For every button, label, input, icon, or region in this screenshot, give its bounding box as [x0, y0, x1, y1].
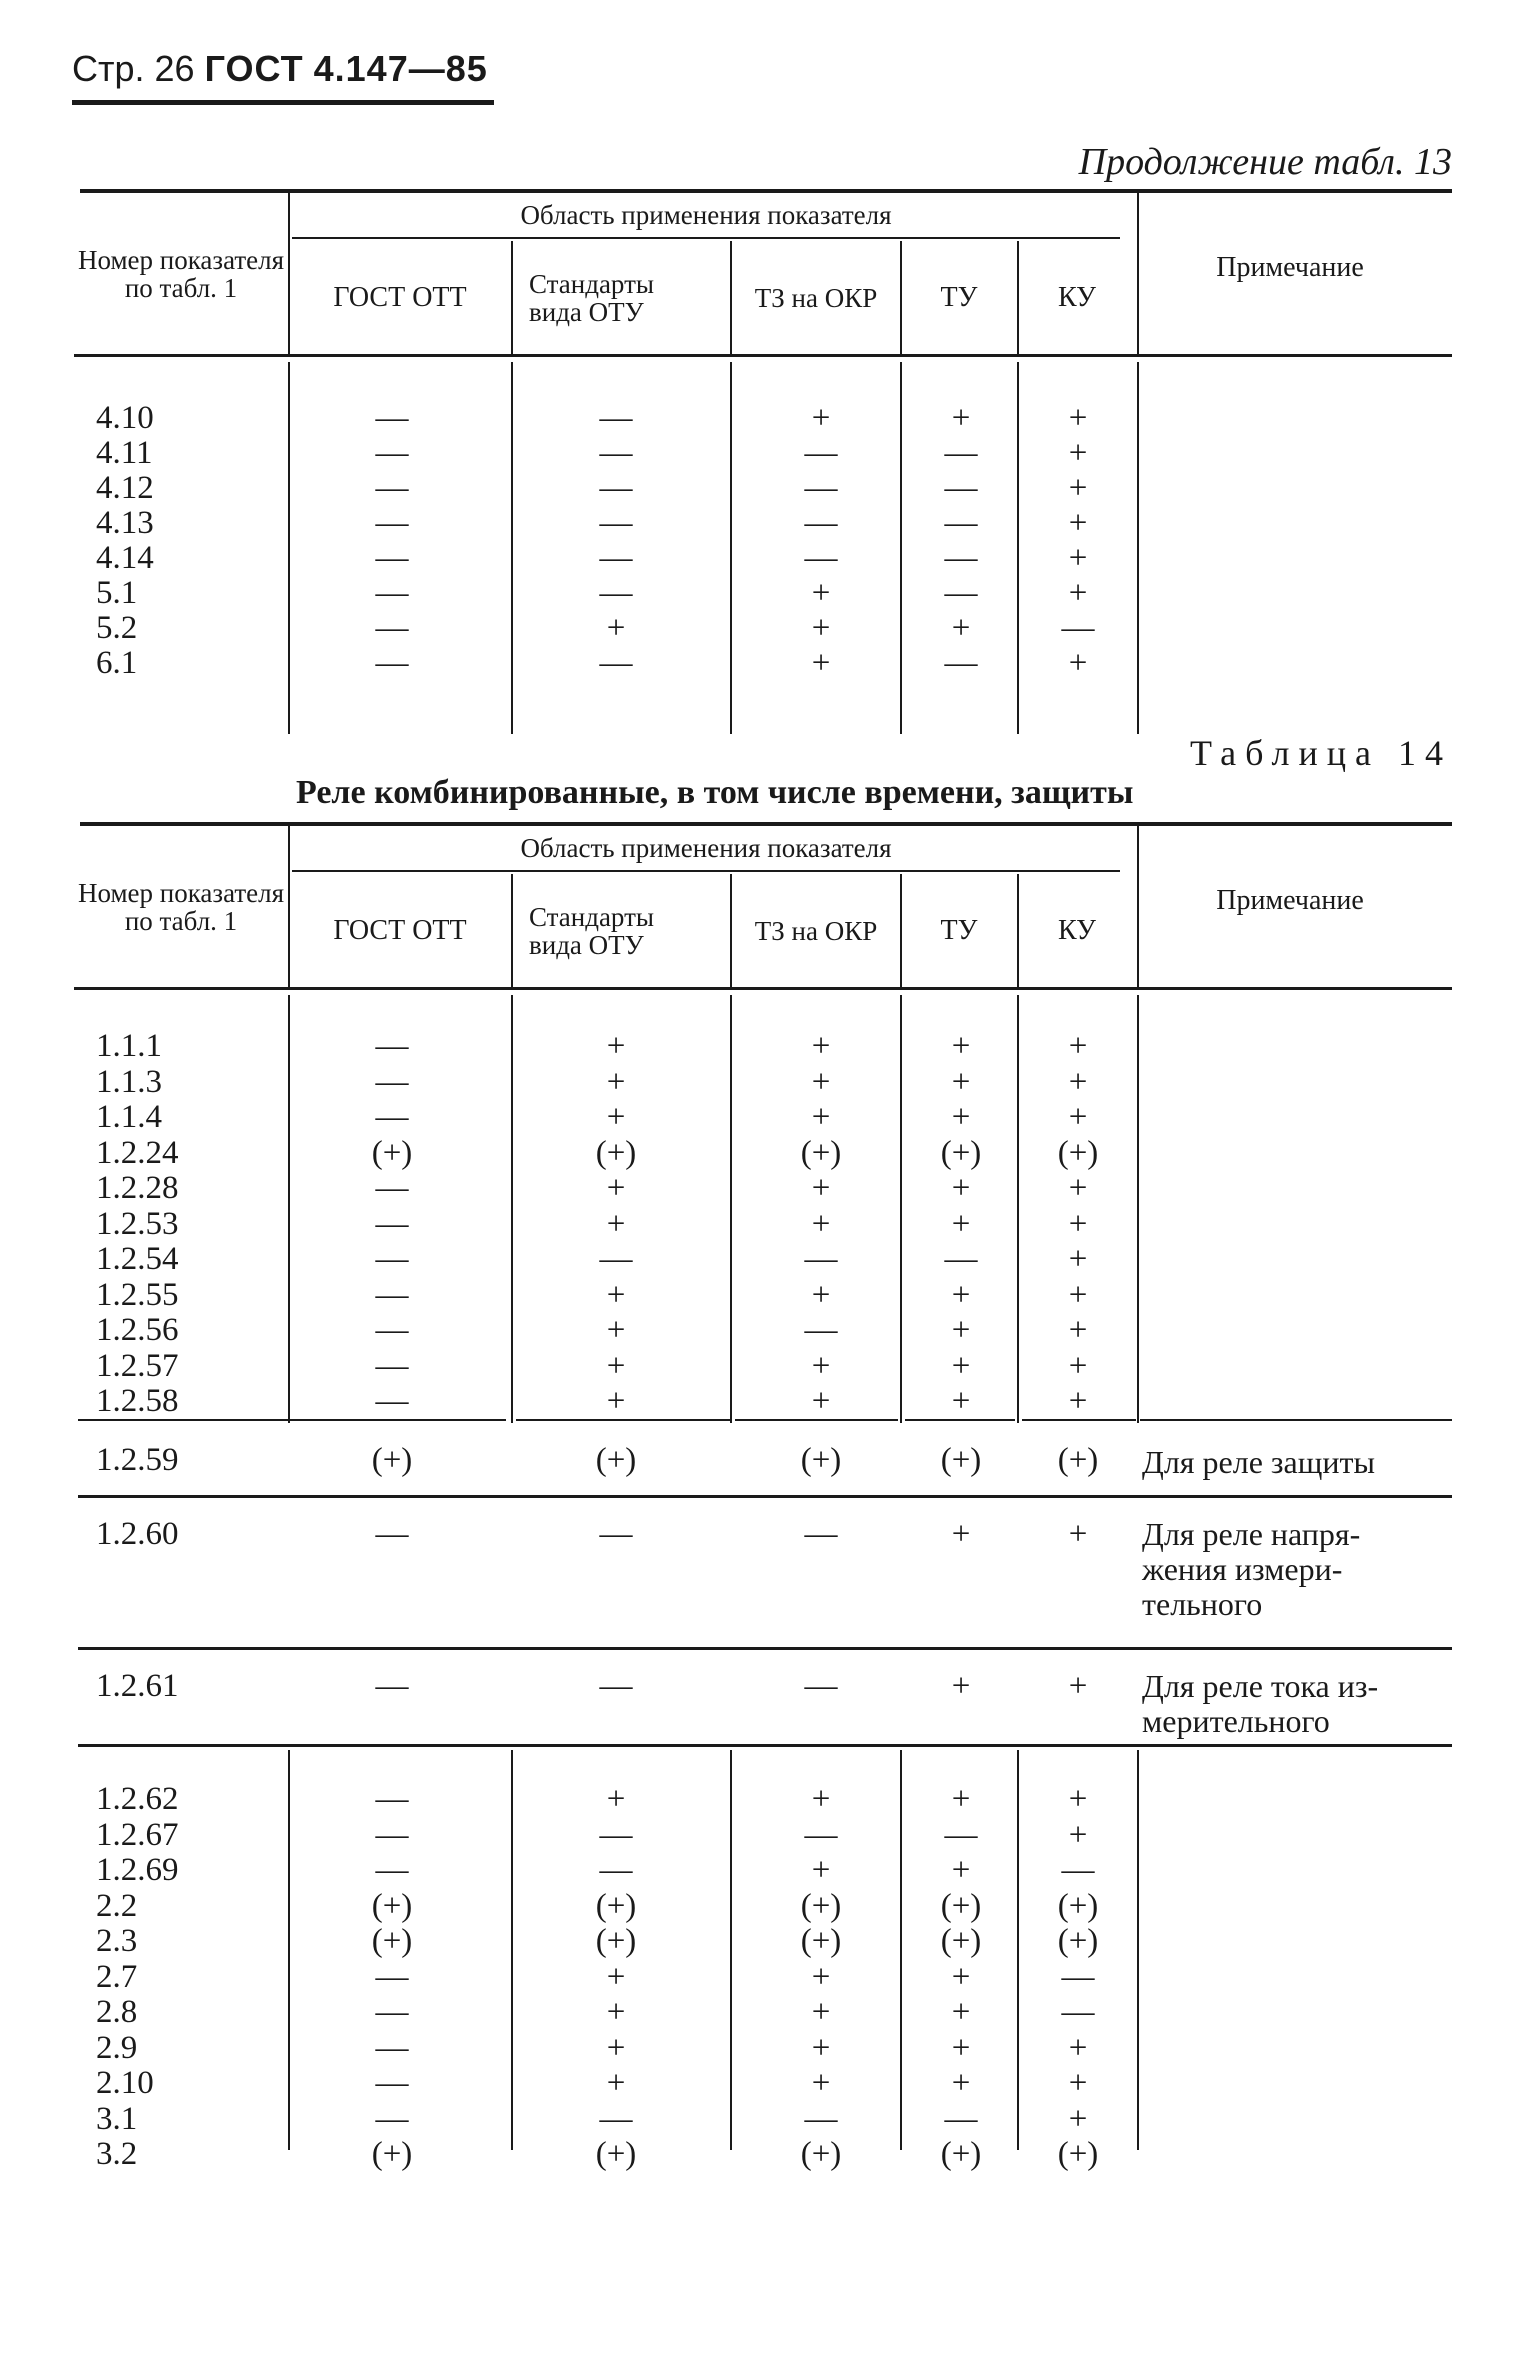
indicator-number: 1.1.3 [96, 1063, 162, 1100]
cell-std: + [606, 1170, 626, 1206]
rule-line [516, 1419, 730, 1421]
cell-ku: + [1068, 1816, 1088, 1853]
cell-std: — [599, 470, 633, 506]
cell-gost: — [375, 435, 409, 471]
cell-gost: (+) [371, 1923, 413, 1959]
indicator-number: 1.1.1 [96, 1028, 162, 1064]
cell-std: (+) [595, 1923, 637, 1959]
note-text: тельного [1142, 1586, 1263, 1622]
indicator-number: 1.1.4 [96, 1099, 162, 1135]
cell-tu: (+) [940, 1442, 982, 1478]
cell-ku: + [1068, 1276, 1088, 1313]
cell-gost: — [375, 2029, 409, 2066]
cell-ku: — [1061, 1958, 1095, 1995]
cell-ku: (+) [1057, 1442, 1099, 1478]
cell-tu: + [951, 1205, 971, 1242]
cell-tz: — [804, 1816, 838, 1853]
cell-gost: — [375, 1958, 409, 1995]
cell-ku: + [1068, 1205, 1088, 1242]
column-divider [511, 1750, 513, 2150]
cell-gost: — [375, 1994, 409, 2030]
cell-tu: + [951, 1516, 971, 1552]
column-divider [1017, 995, 1019, 1423]
cell-ku: + [1068, 645, 1088, 681]
indicator-number: 1.2.57 [96, 1347, 179, 1384]
indicator-number: 1.2.56 [96, 1312, 179, 1348]
note-text: мерительного [1142, 1703, 1330, 1739]
cell-tz: — [804, 470, 838, 506]
indicator-number: 2.10 [96, 2065, 154, 2101]
cell-ku: + [1068, 435, 1088, 471]
header-note: Примечание [1216, 252, 1364, 283]
cell-gost: — [375, 1276, 409, 1313]
cell-gost: — [375, 540, 409, 576]
cell-std: + [606, 1205, 626, 1242]
cell-tu: + [951, 1347, 971, 1384]
cell-gost: — [375, 1383, 409, 1419]
cell-tu: — [944, 470, 978, 506]
cell-tz: + [811, 1958, 831, 1995]
cell-std: + [606, 1276, 626, 1313]
cell-ku: + [1068, 1347, 1088, 1384]
rule-line [78, 1495, 1452, 1498]
indicator-number: 5.2 [96, 610, 138, 646]
cell-std: + [606, 1958, 626, 1995]
indicator-number: 2.9 [96, 2029, 138, 2066]
cell-tz: + [811, 1852, 831, 1888]
cell-ku: + [1068, 1383, 1088, 1419]
cell-ku: (+) [1057, 1134, 1099, 1171]
cell-gost: — [375, 505, 409, 541]
cell-gost: — [375, 400, 409, 436]
column-divider [1137, 362, 1139, 734]
cell-ku: + [1068, 2029, 1088, 2066]
header-area: Область применения показателя [520, 833, 892, 863]
cell-tu: — [944, 575, 978, 611]
cell-std: + [606, 1063, 626, 1100]
column-divider [288, 995, 290, 1423]
cell-std: — [599, 645, 633, 681]
cell-tz: (+) [800, 1887, 842, 1924]
cell-tz: + [811, 1347, 831, 1384]
cell-ku: + [1068, 505, 1088, 541]
cell-tz: + [811, 1781, 831, 1817]
cell-tu: + [951, 1383, 971, 1419]
header-tu: ТУ [940, 915, 978, 946]
header-indicator-number: Номер показателя по табл. 1 [77, 878, 285, 936]
cell-gost: — [375, 1170, 409, 1206]
page-header [72, 48, 488, 90]
column-divider [511, 995, 513, 1423]
column-divider [730, 362, 732, 734]
cell-gost: — [375, 2065, 409, 2101]
indicator-number: 3.2 [96, 2136, 138, 2172]
cell-tz: + [811, 1205, 831, 1242]
cell-tz: + [811, 400, 831, 436]
cell-std: — [599, 1816, 633, 1853]
cell-ku: + [1068, 575, 1088, 611]
cell-std: — [599, 2100, 633, 2137]
column-divider [288, 362, 290, 734]
indicator-number: 1.2.60 [96, 1516, 179, 1552]
rule-line [1022, 1419, 1136, 1421]
cell-std: (+) [595, 2136, 637, 2172]
cell-ku: + [1068, 1781, 1088, 1817]
indicator-number: 4.10 [96, 400, 154, 436]
cell-gost: — [375, 2100, 409, 2137]
cell-tu: + [951, 1958, 971, 1995]
indicator-number: 1.2.62 [96, 1781, 179, 1817]
indicator-number: 4.11 [96, 435, 153, 471]
cell-std: — [599, 540, 633, 576]
cell-gost: (+) [371, 1887, 413, 1924]
cell-tu: (+) [940, 2136, 982, 2172]
cell-tu: + [951, 1028, 971, 1064]
rule-line [905, 1419, 1015, 1421]
indicator-number: 5.1 [96, 575, 138, 611]
header-note: Примечание [1216, 885, 1364, 916]
page-number: Стр. 26 [72, 48, 195, 89]
header-tz-okr: ТЗ на ОКР [754, 916, 878, 946]
rule-line [292, 237, 1120, 239]
cell-tz: + [811, 1099, 831, 1135]
cell-std: — [599, 435, 633, 471]
rule-line [74, 354, 1452, 357]
cell-tz: (+) [800, 1134, 842, 1171]
cell-tu: (+) [940, 1134, 982, 1171]
cell-tu: + [951, 1170, 971, 1206]
cell-ku: — [1061, 610, 1095, 646]
cell-gost: — [375, 1781, 409, 1817]
cell-ku: + [1068, 1099, 1088, 1135]
cell-gost: — [375, 1028, 409, 1064]
cell-tz: — [804, 1516, 838, 1552]
cell-std: — [599, 505, 633, 541]
cell-tz: — [804, 435, 838, 471]
cell-ku: (+) [1057, 1887, 1099, 1924]
indicator-number: 6.1 [96, 645, 138, 681]
header-gost-ott: ГОСТ ОТТ [333, 915, 467, 946]
indicator-number: 1.2.53 [96, 1205, 179, 1242]
cell-tz: + [811, 1383, 831, 1419]
cell-tu: + [951, 1312, 971, 1348]
standard-code: ГОСТ [204, 48, 304, 89]
column-divider [1137, 193, 1139, 354]
indicator-number: 2.7 [96, 1958, 138, 1995]
table-14-label: Таблица 14 [1190, 733, 1452, 773]
indicator-number: 1.2.55 [96, 1276, 179, 1313]
cell-tu: — [944, 1816, 978, 1853]
header-ku: КУ [1058, 282, 1096, 313]
cell-tu: (+) [940, 1923, 982, 1959]
column-divider [511, 362, 513, 734]
column-divider [1137, 1750, 1139, 2150]
cell-tz: + [811, 645, 831, 681]
cell-tz: — [804, 505, 838, 541]
cell-std: — [599, 1516, 633, 1552]
cell-gost: — [375, 470, 409, 506]
cell-ku: + [1068, 1516, 1088, 1552]
column-divider [1137, 995, 1139, 1423]
cell-tz: + [811, 2065, 831, 2101]
cell-tu: — [944, 645, 978, 681]
cell-tz: + [811, 610, 831, 646]
indicator-number: 4.14 [96, 540, 154, 576]
rule-line [78, 1744, 1452, 1747]
cell-ku: + [1068, 2065, 1088, 2101]
cell-std: — [599, 575, 633, 611]
indicator-number: 1.2.58 [96, 1383, 179, 1419]
cell-tu: + [951, 1063, 971, 1100]
cell-tu: + [951, 1852, 971, 1888]
cell-ku: + [1068, 1063, 1088, 1100]
cell-std: + [606, 1781, 626, 1817]
header-rule [72, 100, 494, 105]
cell-tz: (+) [800, 1442, 842, 1478]
header-area: Область применения показателя [520, 200, 892, 230]
cell-gost: — [375, 1816, 409, 1853]
cell-std: (+) [595, 1887, 637, 1924]
header-standards: Стандарты вида ОТУ [529, 902, 655, 960]
indicator-number: 2.8 [96, 1994, 138, 2030]
cell-tz: + [811, 2029, 831, 2066]
cell-std: + [606, 610, 626, 646]
note-text: Для реле тока из- [1142, 1668, 1379, 1704]
cell-tu: + [951, 1276, 971, 1313]
cell-gost: — [375, 1205, 409, 1242]
cell-std: + [606, 2065, 626, 2101]
header-tz-okr: ТЗ на ОКР [754, 283, 878, 313]
cell-tz: + [811, 1994, 831, 2030]
indicator-number: 2.3 [96, 1923, 138, 1959]
column-divider [730, 1750, 732, 2150]
cell-ku: + [1068, 1668, 1088, 1704]
indicator-number: 3.1 [96, 2100, 138, 2137]
cell-tu: + [951, 1668, 971, 1704]
column-divider [900, 362, 902, 734]
rule-line [74, 987, 1452, 990]
note-text: Для реле защиты [1142, 1444, 1375, 1480]
cell-tu: + [951, 2029, 971, 2066]
column-divider [288, 1750, 290, 2150]
cell-tz: (+) [800, 2136, 842, 2172]
cell-gost: — [375, 610, 409, 646]
cell-tu: (+) [940, 1887, 982, 1924]
cell-tz: + [811, 1028, 831, 1064]
indicator-number: 4.12 [96, 470, 154, 506]
cell-std: (+) [595, 1134, 637, 1171]
cell-tu: — [944, 2100, 978, 2137]
indicator-number: 1.2.28 [96, 1170, 179, 1206]
cell-tz: — [804, 1668, 838, 1704]
column-divider [1017, 362, 1019, 734]
cell-gost: — [375, 1241, 409, 1277]
header-gost-ott: ГОСТ ОТТ [333, 282, 467, 313]
indicator-number: 1.2.67 [96, 1816, 179, 1853]
cell-ku: + [1068, 540, 1088, 576]
cell-ku: + [1068, 470, 1088, 506]
cell-tz: — [804, 540, 838, 576]
cell-gost: — [375, 1668, 409, 1704]
cell-std: — [599, 1668, 633, 1704]
cell-std: (+) [595, 1442, 637, 1478]
header-ku: КУ [1058, 915, 1096, 946]
cell-gost: (+) [371, 1442, 413, 1478]
cell-tu: + [951, 1781, 971, 1817]
cell-tz: + [811, 1063, 831, 1100]
cell-tz: — [804, 1312, 838, 1348]
cell-gost: — [375, 1063, 409, 1100]
indicator-number: 1.2.59 [96, 1442, 179, 1478]
cell-std: + [606, 1383, 626, 1419]
header-tu: ТУ [940, 282, 978, 313]
header-standards: Стандарты вида ОТУ [529, 269, 655, 327]
cell-std: + [606, 1028, 626, 1064]
cell-std: + [606, 2029, 626, 2066]
cell-gost: (+) [371, 2136, 413, 2172]
cell-tu: + [951, 2065, 971, 2101]
column-divider [1017, 1750, 1019, 2150]
cell-std: + [606, 1099, 626, 1135]
rule-line [78, 1647, 1452, 1650]
cell-std: — [599, 1241, 633, 1277]
cell-tu: + [951, 1994, 971, 2030]
cell-tz: + [811, 1170, 831, 1206]
cell-gost: — [375, 1312, 409, 1348]
cell-gost: — [375, 1852, 409, 1888]
continuation-label: Продолжение табл. 13 [1078, 141, 1452, 183]
indicator-number: 1.2.61 [96, 1668, 179, 1704]
cell-gost: — [375, 645, 409, 681]
cell-tu: + [951, 610, 971, 646]
indicator-number: 1.2.54 [96, 1241, 179, 1277]
column-divider [900, 1750, 902, 2150]
cell-tu: — [944, 435, 978, 471]
cell-tu: — [944, 505, 978, 541]
cell-ku: + [1068, 1028, 1088, 1064]
indicator-number: 1.2.69 [96, 1852, 179, 1888]
indicator-number: 2.2 [96, 1887, 138, 1924]
cell-tz: — [804, 1241, 838, 1277]
cell-ku: — [1061, 1994, 1095, 2030]
rule-line [292, 1419, 506, 1421]
note-text: жения измери- [1142, 1551, 1343, 1587]
cell-gost: — [375, 1347, 409, 1384]
indicator-number: 1.2.24 [96, 1134, 179, 1171]
cell-tz: (+) [800, 1923, 842, 1959]
header-indicator-number: Номер показателя по табл. 1 [77, 245, 285, 303]
cell-ku: + [1068, 400, 1088, 436]
column-divider [1137, 826, 1139, 987]
column-divider [900, 995, 902, 1423]
table-14-title: Реле комбинированные, в том числе времени, защиты [296, 774, 1134, 811]
cell-gost: — [375, 575, 409, 611]
cell-tz: — [804, 2100, 838, 2137]
cell-std: + [606, 1312, 626, 1348]
cell-std: + [606, 1347, 626, 1384]
rule-line [1140, 1419, 1452, 1421]
indicator-number: 4.13 [96, 505, 154, 541]
cell-tz: + [811, 575, 831, 611]
cell-ku: — [1061, 1852, 1095, 1888]
note-text: Для реле напря- [1142, 1516, 1361, 1552]
cell-ku: (+) [1057, 1923, 1099, 1959]
rule-line [735, 1419, 898, 1421]
cell-tu: — [944, 540, 978, 576]
cell-ku: + [1068, 1170, 1088, 1206]
cell-gost: (+) [371, 1134, 413, 1171]
rule-line [292, 870, 1120, 872]
cell-std: — [599, 1852, 633, 1888]
cell-ku: (+) [1057, 2136, 1099, 2172]
cell-gost: — [375, 1516, 409, 1552]
standard-number: 4.147—85 [313, 48, 488, 89]
cell-ku: + [1068, 1241, 1088, 1277]
cell-tu: — [944, 1241, 978, 1277]
cell-std: + [606, 1994, 626, 2030]
cell-tu: + [951, 400, 971, 436]
cell-std: — [599, 400, 633, 436]
cell-gost: — [375, 1099, 409, 1135]
cell-ku: + [1068, 1312, 1088, 1348]
cell-tu: + [951, 1099, 971, 1135]
column-divider [730, 995, 732, 1423]
cell-ku: + [1068, 2100, 1088, 2137]
cell-tz: + [811, 1276, 831, 1313]
